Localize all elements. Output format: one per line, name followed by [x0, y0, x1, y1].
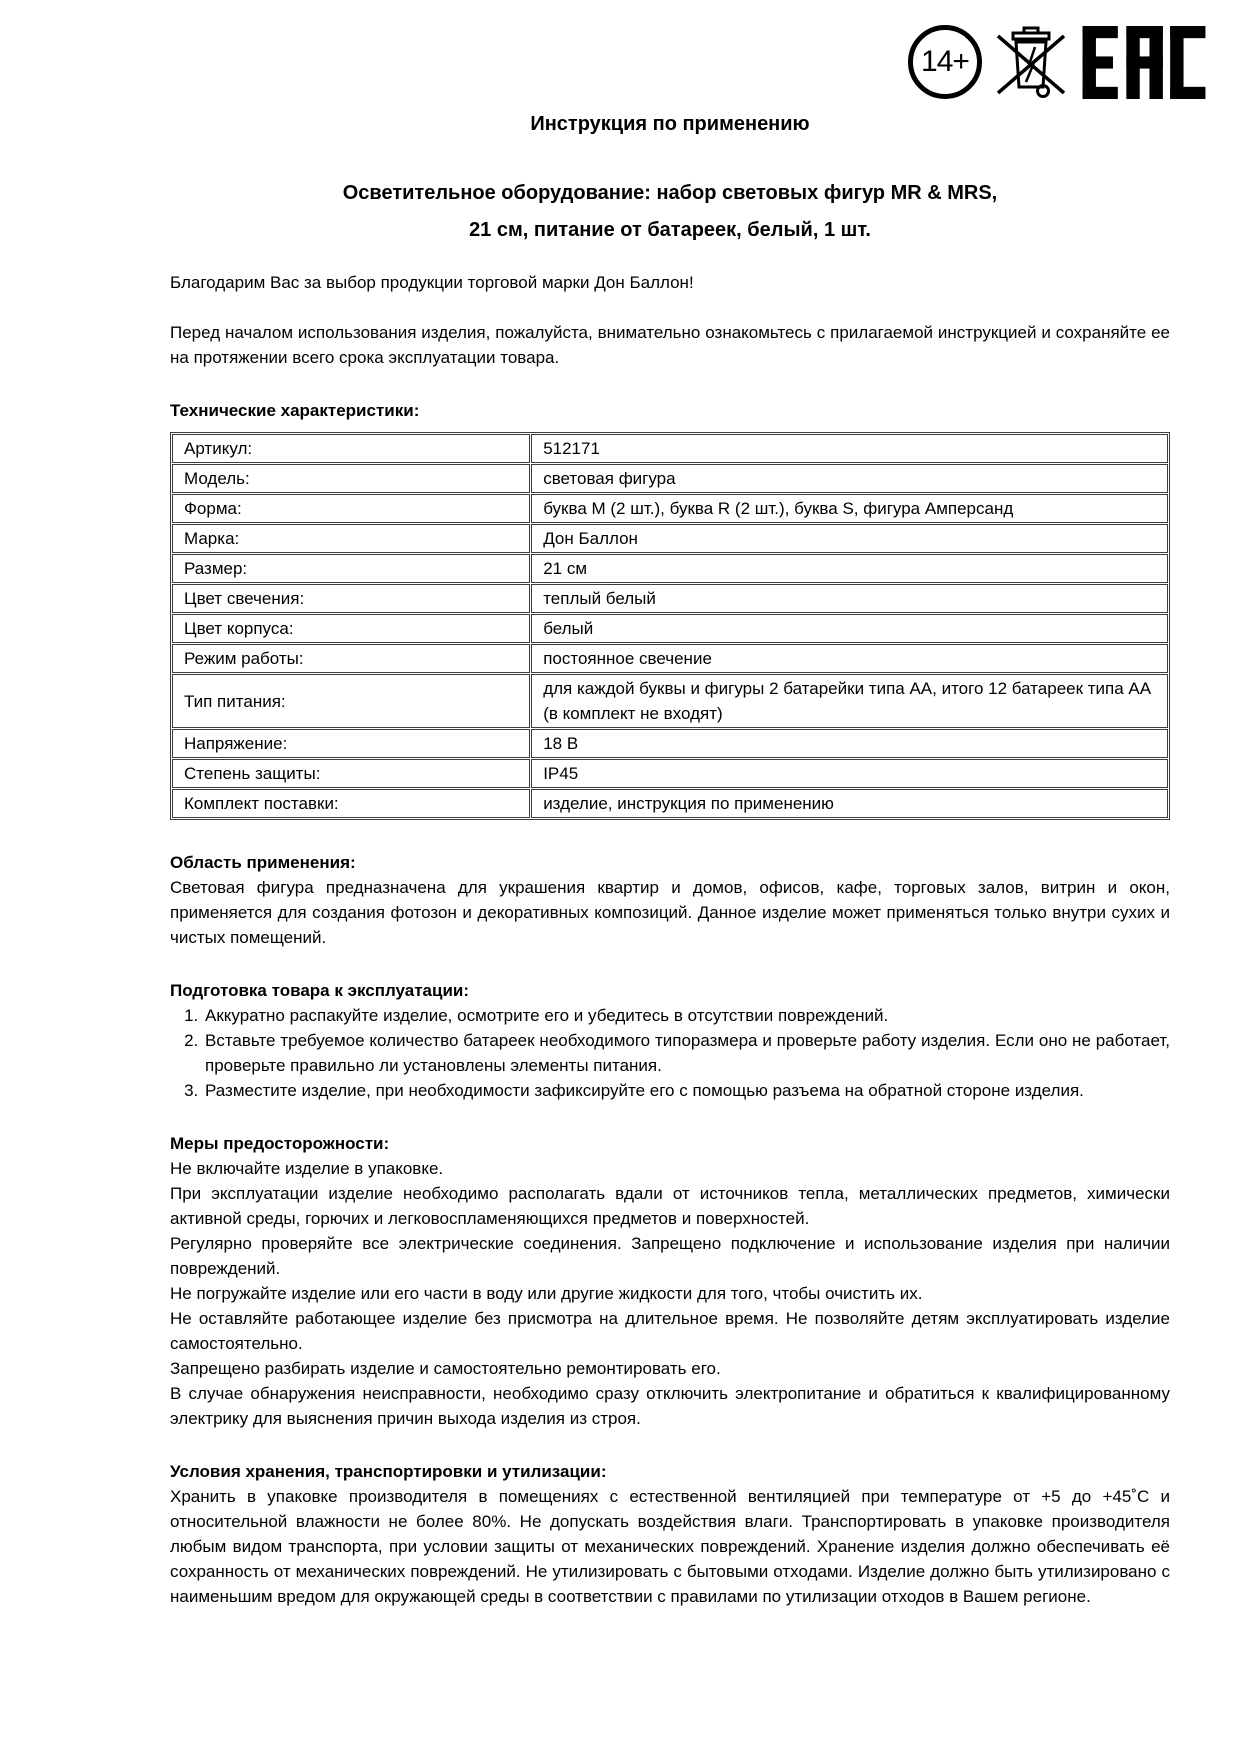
precaution-line: Не включайте изделие в упаковке. — [170, 1159, 444, 1178]
weee-bin-icon — [988, 25, 1074, 99]
storage-heading: Условия хранения, транспортировки и утилизации: — [170, 1462, 607, 1481]
spec-value: Дон Баллон — [531, 524, 1168, 553]
spec-label: Тип питания: — [172, 674, 530, 728]
spec-label: Напряжение: — [172, 729, 530, 758]
spec-label: Цвет свечения: — [172, 584, 530, 613]
spec-value: изделие, инструкция по применению — [531, 789, 1168, 818]
spec-label: Модель: — [172, 464, 530, 493]
precaution-line: Не оставляйте работающее изделие без присмотра на длительное время. Не позволяйте детям эксплуатировать изделие самостоятельно. — [170, 1309, 1170, 1353]
spec-row — [172, 434, 1168, 463]
product-title — [170, 175, 1170, 249]
precaution-line: Запрещено разбирать изделие и самостоятельно ремонтировать его. — [170, 1359, 721, 1378]
spec-label: Цвет корпуса: — [172, 614, 530, 643]
spec-label: Степень защиты: — [172, 759, 530, 788]
specs-heading: Технические характеристики: — [170, 401, 420, 420]
product-title-line1: Осветительное оборудование: набор световых фигур MR & MRS, — [342, 182, 998, 204]
spec-label: Артикул: — [172, 434, 530, 463]
spec-row — [172, 614, 1168, 643]
spec-row — [172, 674, 1168, 728]
spec-value: буква M (2 шт.), буква R (2 шт.), буква S, фигура Амперсанд — [531, 494, 1168, 523]
area-body: Световая фигура предназначена для украшения квартир и домов, офисов, кафе, торговых залов, витрин и окон, применяется для создания фотозон и декоративных композиций. Данное изделие может применяться только внутри сухих и чистых помещений. — [170, 878, 1170, 947]
spec-label: Марка: — [172, 524, 530, 553]
age-rating-badge — [908, 25, 982, 99]
spec-value: 21 см — [531, 554, 1168, 583]
intro-read-notice: Перед началом использования изделия, пожалуйста, внимательно ознакомьтесь с прилагаемой инструкцией и сохраняйте ее на протяжении всего срока эксплуатации товара. — [170, 323, 1170, 367]
spec-row — [172, 729, 1168, 758]
spec-label: Размер: — [172, 554, 530, 583]
precaution-line: В случае обнаружения неисправности, необходимо сразу отключить электропитание и обратиться к квалифицированному электрику для выяснения причин выхода изделия из строя. — [170, 1384, 1170, 1428]
preparation-steps — [170, 1003, 1170, 1103]
spec-value: теплый белый — [531, 584, 1168, 613]
spec-label: Форма: — [172, 494, 530, 523]
precaution-line: Не погружайте изделие или его части в воду или другие жидкости для того, чтобы очистить их. — [170, 1284, 923, 1303]
spec-row — [172, 759, 1168, 788]
spec-row — [172, 644, 1168, 673]
spec-row — [172, 524, 1168, 553]
spec-row — [172, 464, 1168, 493]
spec-row — [172, 554, 1168, 583]
certification-icons — [170, 25, 1208, 99]
spec-value: 512171 — [531, 434, 1168, 463]
page-title: Инструкция по применению — [530, 113, 810, 135]
spec-label: Комплект поставки: — [172, 789, 530, 818]
spec-row — [172, 789, 1168, 818]
area-heading: Область применения: — [170, 853, 356, 872]
preparation-step: 2. Вставьте требуемое количество батареек необходимого типоразмера и проверьте работу изделия. Если оно не работает, проверьте правильно ли установлены элементы питания. — [203, 1028, 1170, 1078]
specs-table — [170, 432, 1170, 820]
spec-value: световая фигура — [531, 464, 1168, 493]
product-title-line2: 21 см, питание от батареек, белый, 1 шт. — [469, 219, 871, 241]
preparation-step: 1. Аккуратно распакуйте изделие, осмотрите его и убедитесь в отсутствии повреждений. — [203, 1003, 1170, 1028]
intro-thanks: Благодарим Вас за выбор продукции торговой марки Дон Баллон! — [170, 273, 694, 292]
spec-row — [172, 494, 1168, 523]
eac-logo — [1080, 26, 1208, 99]
preparation-heading: Подготовка товара к эксплуатации: — [170, 981, 470, 1000]
precaution-line: При эксплуатации изделие необходимо располагать вдали от источников тепла, металлических предметов, химически активной среды, горючих и легковоспламеняющихся предметов и поверхностей. — [170, 1184, 1170, 1228]
age-rating-text: 14+ — [921, 45, 969, 78]
spec-value: IP45 — [531, 759, 1168, 788]
precaution-line: Регулярно проверяйте все электрические соединения. Запрещено подключение и использование изделия при наличии повреждений. — [170, 1234, 1170, 1278]
spec-row — [172, 584, 1168, 613]
spec-value: постоянное свечение — [531, 644, 1168, 673]
spec-label: Режим работы: — [172, 644, 530, 673]
spec-value: 18 В — [531, 729, 1168, 758]
precautions-heading: Меры предосторожности: — [170, 1134, 390, 1153]
spec-value: белый — [531, 614, 1168, 643]
spec-value: для каждой буквы и фигуры 2 батарейки типа АА, итого 12 батареек типа АА (в комплект не входят) — [531, 674, 1168, 728]
storage-body: Хранить в упаковке производителя в помещениях с естественной вентиляцией при температуре от +5 до +45˚С и относительной влажности не более 80%. Не допускать воздействия влаги. Транспортировать в упаковке производителя любым видом транспорта, при условии защиты от механических повреждений. Хранение изделия должно обеспечивать её сохранность от механических повреждений. Не утилизировать с бытовыми отходами. Изделие должно быть утилизировано с наименьшим вредом для окружающей среды в соответствии с правилами по утилизации отходов в Вашем регионе. — [170, 1487, 1170, 1606]
preparation-step: 3. Разместите изделие, при необходимости зафиксируйте его с помощью разъема на обратной стороне изделия. — [203, 1078, 1170, 1103]
